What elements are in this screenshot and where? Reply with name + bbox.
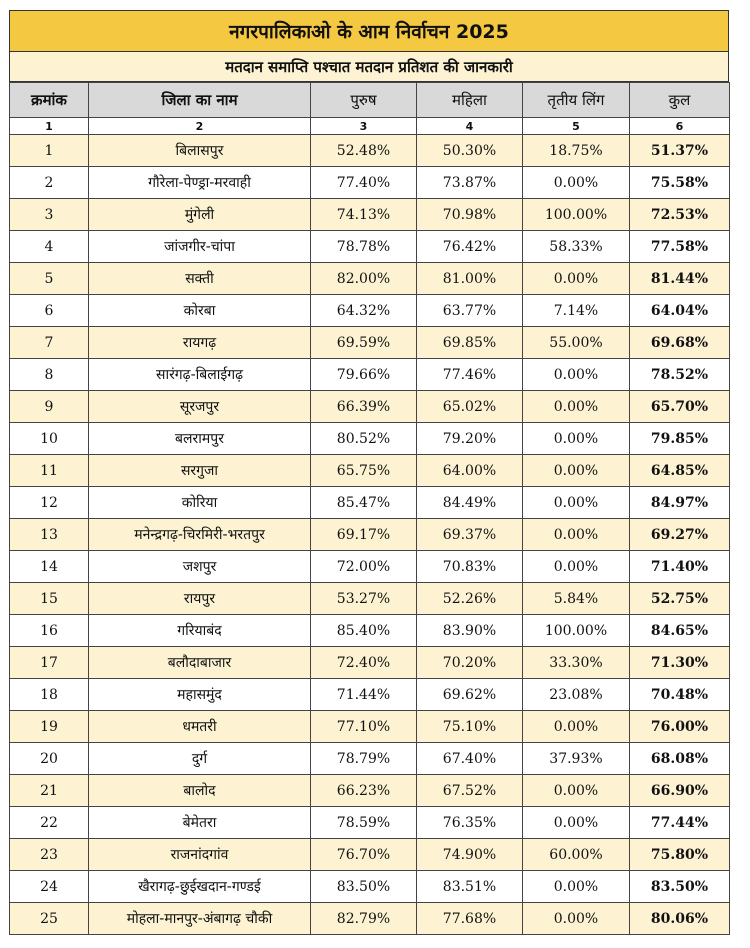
male-percent-cell: 71.44%: [311, 679, 417, 711]
male-percent-cell: 83.50%: [311, 871, 417, 903]
male-percent-cell: 77.40%: [311, 167, 417, 199]
results-sheet: [9, 10, 729, 935]
female-percent-cell: 76.42%: [417, 231, 523, 263]
table-row: [10, 903, 730, 935]
female-percent-cell: 69.85%: [417, 327, 523, 359]
female-percent-cell: 83.90%: [417, 615, 523, 647]
male-percent-cell: 85.47%: [311, 487, 417, 519]
district-name-cell: राजनांदगांव: [89, 839, 311, 871]
district-name-cell: सारंगढ़-बिलाईगढ़: [89, 359, 311, 391]
total-percent-cell: 72.53%: [630, 199, 730, 231]
total-percent-cell: 69.27%: [630, 519, 730, 551]
district-name-cell: गरियाबंद: [89, 615, 311, 647]
serial-cell: 8: [10, 359, 89, 391]
female-percent-cell: 70.83%: [417, 551, 523, 583]
third-gender-percent-cell: 0.00%: [523, 487, 630, 519]
male-percent-cell: 78.59%: [311, 807, 417, 839]
total-percent-cell: 71.40%: [630, 551, 730, 583]
district-name-cell: गौरेला-पेण्ड्रा-मरवाही: [89, 167, 311, 199]
female-percent-cell: 75.10%: [417, 711, 523, 743]
female-percent-cell: 84.49%: [417, 487, 523, 519]
serial-cell: 9: [10, 391, 89, 423]
male-percent-cell: 78.78%: [311, 231, 417, 263]
third-gender-percent-cell: 0.00%: [523, 807, 630, 839]
header-district: जिला का नाम: [89, 83, 311, 118]
district-name-cell: बलौदाबाजार: [89, 647, 311, 679]
female-percent-cell: 73.87%: [417, 167, 523, 199]
district-name-cell: रायगढ़: [89, 327, 311, 359]
female-percent-cell: 52.26%: [417, 583, 523, 615]
male-percent-cell: 79.66%: [311, 359, 417, 391]
table-row: [10, 295, 730, 327]
district-name-cell: रायपुर: [89, 583, 311, 615]
district-name-cell: बलरामपुर: [89, 423, 311, 455]
table-row: [10, 647, 730, 679]
serial-cell: 6: [10, 295, 89, 327]
third-gender-percent-cell: 0.00%: [523, 455, 630, 487]
header-third-gender: तृतीय लिंग: [523, 83, 630, 118]
male-percent-cell: 74.13%: [311, 199, 417, 231]
female-percent-cell: 63.77%: [417, 295, 523, 327]
third-gender-percent-cell: 60.00%: [523, 839, 630, 871]
district-name-cell: कोरबा: [89, 295, 311, 327]
turnout-table: [9, 82, 730, 935]
table-row: [10, 807, 730, 839]
male-percent-cell: 80.52%: [311, 423, 417, 455]
serial-cell: 20: [10, 743, 89, 775]
female-percent-cell: 50.30%: [417, 135, 523, 167]
total-percent-cell: 80.06%: [630, 903, 730, 935]
third-gender-percent-cell: 33.30%: [523, 647, 630, 679]
female-percent-cell: 67.40%: [417, 743, 523, 775]
serial-cell: 2: [10, 167, 89, 199]
table-body: [10, 135, 730, 935]
serial-cell: 1: [10, 135, 89, 167]
total-percent-cell: 69.68%: [630, 327, 730, 359]
female-percent-cell: 64.00%: [417, 455, 523, 487]
total-percent-cell: 51.37%: [630, 135, 730, 167]
third-gender-percent-cell: 0.00%: [523, 167, 630, 199]
total-percent-cell: 65.70%: [630, 391, 730, 423]
male-percent-cell: 78.79%: [311, 743, 417, 775]
table-row: [10, 455, 730, 487]
total-percent-cell: 77.44%: [630, 807, 730, 839]
total-percent-cell: 71.30%: [630, 647, 730, 679]
third-gender-percent-cell: 0.00%: [523, 423, 630, 455]
female-percent-cell: 70.20%: [417, 647, 523, 679]
third-gender-percent-cell: 0.00%: [523, 551, 630, 583]
header-row: [10, 83, 730, 118]
district-name-cell: मुंगेली: [89, 199, 311, 231]
serial-cell: 19: [10, 711, 89, 743]
column-number: 2: [89, 118, 311, 135]
district-name-cell: दुर्ग: [89, 743, 311, 775]
male-percent-cell: 72.40%: [311, 647, 417, 679]
female-percent-cell: 83.51%: [417, 871, 523, 903]
serial-cell: 18: [10, 679, 89, 711]
page-subtitle: मतदान समाप्ति पश्चात मतदान प्रतिशत की जानकारी: [9, 52, 729, 82]
district-name-cell: सरगुजा: [89, 455, 311, 487]
district-name-cell: धमतरी: [89, 711, 311, 743]
table-row: [10, 167, 730, 199]
serial-cell: 25: [10, 903, 89, 935]
female-percent-cell: 69.37%: [417, 519, 523, 551]
serial-cell: 21: [10, 775, 89, 807]
total-percent-cell: 52.75%: [630, 583, 730, 615]
table-row: [10, 231, 730, 263]
female-percent-cell: 79.20%: [417, 423, 523, 455]
total-percent-cell: 84.65%: [630, 615, 730, 647]
serial-cell: 7: [10, 327, 89, 359]
male-percent-cell: 82.00%: [311, 263, 417, 295]
total-percent-cell: 81.44%: [630, 263, 730, 295]
table-row: [10, 583, 730, 615]
total-percent-cell: 79.85%: [630, 423, 730, 455]
district-name-cell: बालोद: [89, 775, 311, 807]
third-gender-percent-cell: 0.00%: [523, 711, 630, 743]
serial-cell: 4: [10, 231, 89, 263]
male-percent-cell: 53.27%: [311, 583, 417, 615]
serial-cell: 14: [10, 551, 89, 583]
column-number: 1: [10, 118, 89, 135]
serial-cell: 23: [10, 839, 89, 871]
table-row: [10, 615, 730, 647]
total-percent-cell: 75.58%: [630, 167, 730, 199]
district-name-cell: मोहला-मानपुर-अंबागढ़ चौकी: [89, 903, 311, 935]
female-percent-cell: 65.02%: [417, 391, 523, 423]
female-percent-cell: 69.62%: [417, 679, 523, 711]
district-name-cell: महासमुंद: [89, 679, 311, 711]
third-gender-percent-cell: 7.14%: [523, 295, 630, 327]
table-row: [10, 487, 730, 519]
male-percent-cell: 72.00%: [311, 551, 417, 583]
third-gender-percent-cell: 5.84%: [523, 583, 630, 615]
female-percent-cell: 77.68%: [417, 903, 523, 935]
table-row: [10, 135, 730, 167]
district-name-cell: बेमेतरा: [89, 807, 311, 839]
total-percent-cell: 68.08%: [630, 743, 730, 775]
male-percent-cell: 76.70%: [311, 839, 417, 871]
total-percent-cell: 64.85%: [630, 455, 730, 487]
serial-cell: 10: [10, 423, 89, 455]
serial-cell: 24: [10, 871, 89, 903]
table-row: [10, 519, 730, 551]
third-gender-percent-cell: 100.00%: [523, 615, 630, 647]
male-percent-cell: 69.17%: [311, 519, 417, 551]
third-gender-percent-cell: 18.75%: [523, 135, 630, 167]
male-percent-cell: 82.79%: [311, 903, 417, 935]
male-percent-cell: 66.23%: [311, 775, 417, 807]
table-row: [10, 199, 730, 231]
third-gender-percent-cell: 55.00%: [523, 327, 630, 359]
total-percent-cell: 76.00%: [630, 711, 730, 743]
page-title: नगरपालिकाओ के आम निर्वाचन 2025: [9, 10, 729, 52]
column-number: 3: [311, 118, 417, 135]
male-percent-cell: 69.59%: [311, 327, 417, 359]
table-row: [10, 775, 730, 807]
header-total: कुल: [630, 83, 730, 118]
male-percent-cell: 85.40%: [311, 615, 417, 647]
district-name-cell: बिलासपुर: [89, 135, 311, 167]
third-gender-percent-cell: 0.00%: [523, 359, 630, 391]
serial-cell: 12: [10, 487, 89, 519]
table-row: [10, 359, 730, 391]
table-row: [10, 839, 730, 871]
female-percent-cell: 67.52%: [417, 775, 523, 807]
third-gender-percent-cell: 0.00%: [523, 871, 630, 903]
serial-cell: 11: [10, 455, 89, 487]
third-gender-percent-cell: 23.08%: [523, 679, 630, 711]
column-number-row: [10, 118, 730, 135]
table-row: [10, 423, 730, 455]
total-percent-cell: 75.80%: [630, 839, 730, 871]
serial-cell: 3: [10, 199, 89, 231]
female-percent-cell: 74.90%: [417, 839, 523, 871]
serial-cell: 5: [10, 263, 89, 295]
third-gender-percent-cell: 0.00%: [523, 775, 630, 807]
total-percent-cell: 83.50%: [630, 871, 730, 903]
total-percent-cell: 64.04%: [630, 295, 730, 327]
serial-cell: 16: [10, 615, 89, 647]
female-percent-cell: 76.35%: [417, 807, 523, 839]
table-row: [10, 711, 730, 743]
total-percent-cell: 77.58%: [630, 231, 730, 263]
total-percent-cell: 70.48%: [630, 679, 730, 711]
table-row: [10, 743, 730, 775]
column-number: 5: [523, 118, 630, 135]
third-gender-percent-cell: 0.00%: [523, 903, 630, 935]
third-gender-percent-cell: 37.93%: [523, 743, 630, 775]
female-percent-cell: 77.46%: [417, 359, 523, 391]
serial-cell: 22: [10, 807, 89, 839]
column-number: 4: [417, 118, 523, 135]
header-serial: क्रमांक: [10, 83, 89, 118]
male-percent-cell: 52.48%: [311, 135, 417, 167]
female-percent-cell: 81.00%: [417, 263, 523, 295]
total-percent-cell: 66.90%: [630, 775, 730, 807]
female-percent-cell: 70.98%: [417, 199, 523, 231]
third-gender-percent-cell: 0.00%: [523, 391, 630, 423]
district-name-cell: कोरिया: [89, 487, 311, 519]
third-gender-percent-cell: 0.00%: [523, 263, 630, 295]
third-gender-percent-cell: 58.33%: [523, 231, 630, 263]
table-row: [10, 263, 730, 295]
table-row: [10, 327, 730, 359]
district-name-cell: मनेन्द्रगढ़-चिरमिरी-भरतपुर: [89, 519, 311, 551]
serial-cell: 15: [10, 583, 89, 615]
total-percent-cell: 84.97%: [630, 487, 730, 519]
district-name-cell: सक्ती: [89, 263, 311, 295]
male-percent-cell: 65.75%: [311, 455, 417, 487]
male-percent-cell: 77.10%: [311, 711, 417, 743]
male-percent-cell: 66.39%: [311, 391, 417, 423]
column-number: 6: [630, 118, 730, 135]
table-row: [10, 391, 730, 423]
third-gender-percent-cell: 100.00%: [523, 199, 630, 231]
district-name-cell: खैरागढ़-छुईखदान-गण्डई: [89, 871, 311, 903]
male-percent-cell: 64.32%: [311, 295, 417, 327]
header-male: पुरुष: [311, 83, 417, 118]
district-name-cell: जशपुर: [89, 551, 311, 583]
district-name-cell: सूरजपुर: [89, 391, 311, 423]
serial-cell: 17: [10, 647, 89, 679]
district-name-cell: जांजगीर-चांपा: [89, 231, 311, 263]
table-row: [10, 551, 730, 583]
serial-cell: 13: [10, 519, 89, 551]
header-female: महिला: [417, 83, 523, 118]
table-row: [10, 679, 730, 711]
total-percent-cell: 78.52%: [630, 359, 730, 391]
third-gender-percent-cell: 0.00%: [523, 519, 630, 551]
table-row: [10, 871, 730, 903]
